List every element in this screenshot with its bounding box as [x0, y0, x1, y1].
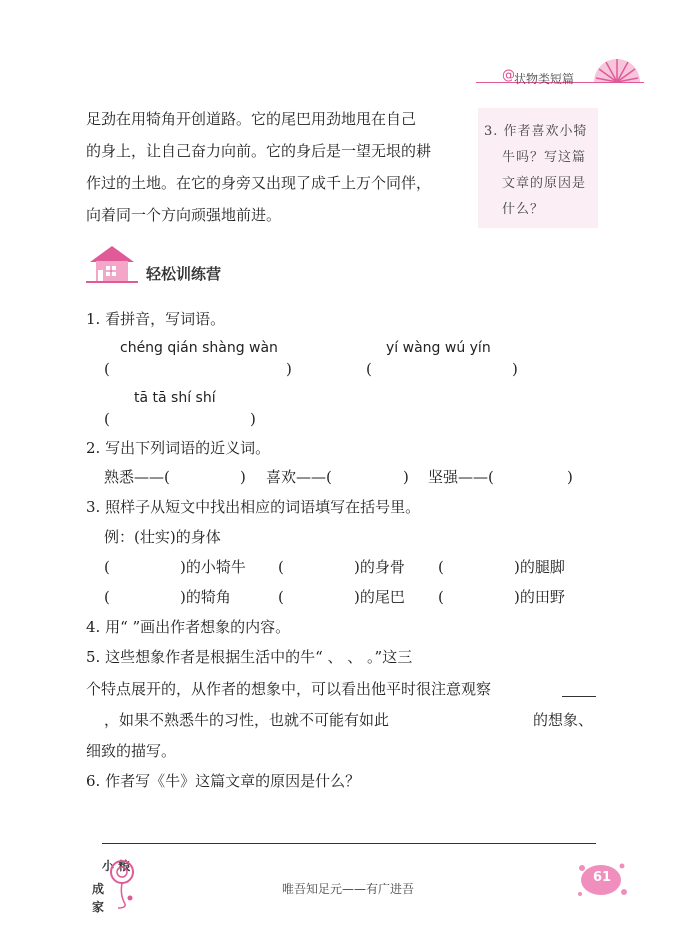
bracket-close: )	[250, 410, 256, 428]
bracket-close: )	[512, 360, 518, 378]
header-label: 状物类短篇	[514, 72, 575, 86]
bracket-close: )	[567, 468, 573, 486]
sunburst-icon	[592, 56, 642, 84]
bracket-open: (	[438, 558, 444, 576]
pinyin-3: tā tā shí shí	[134, 390, 216, 406]
bracket-open: (	[104, 588, 110, 606]
logo-text: 家	[92, 900, 105, 914]
bracket-open: (	[366, 360, 372, 378]
section-title: 轻松训练营	[146, 265, 222, 283]
passage	[86, 103, 476, 231]
footer-slogan: 唯吾知足元——有广进吾	[282, 882, 415, 896]
question-5-line: 个特点展开的，从作者的想象中，可以看出他平时很注意观察	[86, 680, 492, 698]
fill-item: )的腿脚	[514, 558, 565, 576]
fill-item: )的尾巴	[354, 588, 405, 606]
fill-item: )的身骨	[354, 558, 405, 576]
bracket-close: )	[286, 360, 292, 378]
side-question-line: 什么？	[502, 202, 545, 217]
question-5-line: ，如果不熟悉牛的习性，也就不可能有如此	[104, 711, 390, 729]
passage-line: 向着同一个方向顽强地前进。	[86, 206, 282, 224]
bracket-open: (	[278, 558, 284, 576]
logo-text: 小 粮	[102, 859, 131, 873]
pinyin-2: yí wàng wú yín	[386, 340, 491, 356]
question-1: 1. 看拼音，写词语。	[86, 310, 226, 328]
passage-line: 的身上，让自己奋力向前。它的身后是一望无垠的耕	[86, 142, 432, 160]
synonym-item: 坚强——(	[428, 468, 494, 486]
question-5-line: 细致的描写。	[86, 742, 177, 760]
side-question-line: 文章的原因是	[502, 176, 587, 191]
synonym-item: 熟悉——(	[104, 468, 170, 486]
question-2: 2. 写出下列词语的近义词。	[86, 439, 271, 457]
fill-item: )的犄角	[180, 588, 231, 606]
side-question-line: 牛吗？写这篇	[502, 150, 587, 165]
side-question-line: 3. 作者喜欢小犄	[484, 124, 588, 139]
house-icon	[86, 244, 138, 284]
synonym-item: 喜欢——(	[266, 468, 332, 486]
bracket-open: (	[104, 558, 110, 576]
logo-text: 成	[92, 882, 105, 896]
answer-underline	[562, 696, 596, 697]
bracket-close: )	[240, 468, 246, 486]
pinyin-1: chéng qián shàng wàn	[120, 340, 278, 356]
bracket-open: (	[438, 588, 444, 606]
bracket-open: (	[104, 410, 110, 428]
swirl-icon: @	[502, 68, 515, 83]
example-text: 例：(壮实)的身体	[104, 528, 221, 546]
fill-item: )的田野	[514, 588, 565, 606]
bracket-close: )	[403, 468, 409, 486]
question-3: 3. 照样子从短文中找出相应的词语填写在括号里。	[86, 498, 421, 516]
question-5-line: 的想象、	[533, 711, 594, 729]
question-4: 4. 用“ ”画出作者想象的内容。	[86, 618, 291, 636]
question-6: 6. 作者写《牛》这篇文章的原因是什么？	[86, 772, 361, 790]
passage-line: 作过的土地。在它的身旁又出现了成千上万个同伴，	[86, 174, 432, 192]
flower-logo-icon	[108, 858, 136, 910]
bracket-open: (	[278, 588, 284, 606]
side-question-box	[478, 108, 598, 228]
bracket-open: (	[104, 360, 110, 378]
answer-line	[102, 843, 596, 844]
page-number: 61	[593, 870, 612, 885]
passage-line: 足劲在用犄角开创道路。它的尾巴用劲地甩在自己	[86, 110, 417, 128]
fill-item: )的小犄牛	[180, 558, 246, 576]
question-5-line: 5. 这些想象作者是根据生活中的牛“ 、 、 。”这三	[86, 648, 413, 666]
